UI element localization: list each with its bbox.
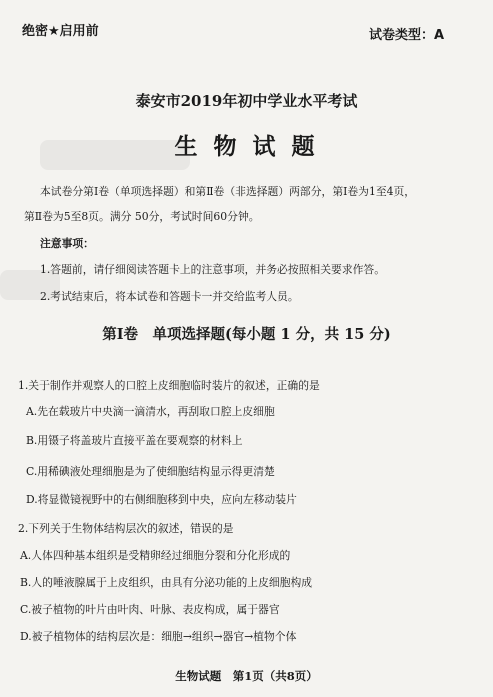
question-option: D.被子植物体的结构层次是：细胞→组织→器官→植物个体 bbox=[20, 630, 297, 643]
section-title: 第Ⅰ卷 单项选择题(每小题 1 分，共 15 分) bbox=[102, 326, 391, 343]
notes-heading: 注意事项： bbox=[40, 237, 94, 250]
question-option: A.先在载玻片中央滴一滴清水，再刮取口腔上皮细胞 bbox=[26, 405, 275, 418]
intro-line-1: 本试卷分第Ⅰ卷（单项选择题）和第Ⅱ卷（非选择题）两部分，第Ⅰ卷为1至4页， bbox=[40, 185, 416, 198]
notes-item-2: 2.考试结束后，将本试卷和答题卡一并交给监考人员。 bbox=[40, 290, 299, 303]
question-option: B.用镊子将盖玻片直接平盖在要观察的材料上 bbox=[26, 434, 243, 447]
subject-title: 生 物 试 题 bbox=[174, 133, 319, 160]
question-option: A.人体四种基本组织是受精卵经过细胞分裂和分化形成的 bbox=[20, 549, 291, 562]
paper-type-label: 试卷类型：A bbox=[369, 28, 445, 43]
question-stem: 2.下列关于生物体结构层次的叙述，错误的是 bbox=[18, 522, 234, 535]
exam-title: 泰安市2019年初中学业水平考试 bbox=[135, 92, 358, 110]
intro-line-2: 第Ⅱ卷为5至8页。满分 50分，考试时间60分钟。 bbox=[24, 210, 260, 223]
page-footer: 生物试题 第1页（共8页） bbox=[175, 669, 318, 683]
question-option: C.用稀碘液处理细胞是为了使细胞结构显示得更清楚 bbox=[26, 465, 275, 478]
question-stem: 1.关于制作并观察人的口腔上皮细胞临时装片的叙述，正确的是 bbox=[18, 379, 320, 392]
question-option: D.将显微镜视野中的右侧细胞移到中央，应向左移动装片 bbox=[26, 493, 297, 506]
question-option: B.人的唾液腺属于上皮组织，由具有分泌功能的上皮细胞构成 bbox=[20, 576, 313, 589]
notes-item-1: 1.答题前，请仔细阅读答题卡上的注意事项，并务必按照相关要求作答。 bbox=[40, 263, 386, 276]
confidential-label: 绝密★启用前 bbox=[22, 24, 99, 39]
question-option: C.被子植物的叶片由叶肉、叶脉、表皮构成，属于器官 bbox=[20, 603, 280, 616]
